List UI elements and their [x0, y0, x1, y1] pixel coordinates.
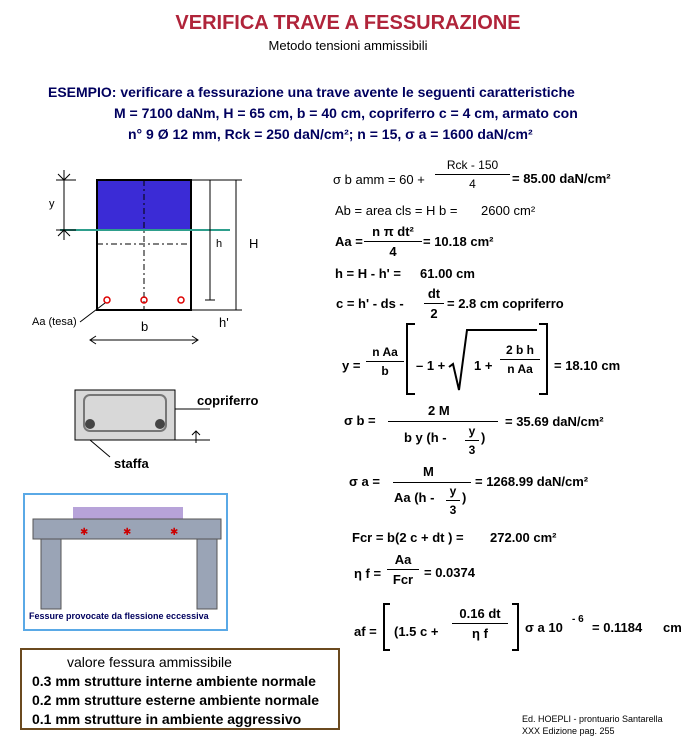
sigma-a-den-fraction	[446, 484, 460, 517]
page-title: VERIFICA TRAVE A FESSURAZIONE	[175, 12, 521, 34]
sigma-b-amm-lhs: σ b amm = 60 +	[333, 172, 425, 187]
fraction-num: n π dt²	[372, 224, 414, 239]
fraction-den: Fcr	[392, 572, 414, 587]
fcr-result: 272.00 cm²	[490, 530, 557, 545]
b-label: b	[141, 319, 149, 334]
rebar	[104, 297, 110, 303]
sigma-b-lhs: σ b =	[344, 413, 376, 428]
af-lhs: af =	[354, 624, 377, 639]
fraction-den: η f	[472, 626, 488, 641]
h-result: 61.00 cm	[420, 266, 475, 281]
svg-text:✱: ✱	[123, 527, 132, 538]
y-fraction-2	[500, 343, 540, 376]
copriferro-label: copriferro	[197, 393, 259, 408]
sigma-b-amm-result: = 85.00 daN/cm²	[512, 171, 611, 186]
intro-line-3: n° 9 Ø 12 mm, Rck = 250 daN/cm²; n = 15, σ a = 1600 daN/cm²	[128, 126, 533, 142]
c-lhs: c = h' - ds -	[336, 296, 404, 311]
staffa-label: staffa	[114, 456, 149, 471]
eta-f-lhs: η f =	[354, 566, 382, 581]
af-unit: cm	[663, 620, 682, 635]
credit-line-1: Ed. HOEPLI - prontuario Santarella	[522, 714, 663, 724]
sigma-b-den-close: )	[481, 430, 486, 445]
eta-f-fraction	[387, 552, 419, 587]
rebar-detail	[85, 419, 95, 429]
c-fraction	[424, 286, 444, 321]
beam-bottom	[75, 390, 175, 440]
fraction-num: y	[449, 484, 457, 498]
fraction-den: 3	[449, 503, 457, 517]
rebar	[178, 297, 184, 303]
hprime-label: h'	[219, 315, 229, 330]
fcr-lhs: Fcr = b(2 c + dt ) =	[352, 530, 464, 545]
sigma-a-num: M	[423, 464, 434, 479]
credit-line-2: XXX Edizione pag. 255	[522, 726, 615, 736]
sigma-a-fraction-line	[393, 482, 471, 483]
legend-title: valore fessura ammissibile	[67, 654, 232, 670]
load-block	[73, 507, 183, 519]
aa-fraction	[364, 224, 422, 259]
y-label: y	[49, 198, 55, 210]
sigma-b-den: b y (h -	[404, 430, 447, 445]
y-lhs: y =	[342, 358, 361, 373]
sigma-a-den-close: )	[462, 490, 467, 505]
column-right	[197, 539, 217, 609]
sigma-a-lhs: σ a =	[349, 474, 380, 489]
sigma-b-fraction-line	[388, 421, 498, 422]
fraction-den: 3	[468, 443, 476, 457]
af-exponent: - 6	[572, 614, 584, 625]
fraction-num: dt	[427, 286, 441, 301]
legend-row-1: 0.3 mm strutture interne ambiente normale	[32, 673, 316, 689]
ab-result: 2600 cm²	[481, 203, 536, 218]
sigma-b-result: = 35.69 daN/cm²	[505, 414, 604, 429]
rebar-detail	[155, 419, 165, 429]
fraction-den: b	[381, 364, 389, 378]
sigma-b-amm-fraction	[435, 158, 510, 191]
intro-line-1: ESEMPIO: verificare a fessurazione una trave avente le seguenti caratteristiche	[48, 84, 575, 100]
aa-tesa-label: Aa (tesa)	[32, 316, 77, 328]
sigma-a-den: Aa (h -	[394, 490, 435, 505]
c-result: = 2.8 cm copriferro	[447, 296, 564, 311]
fraction-den: 2	[430, 306, 438, 321]
sigma-b-num: 2 M	[428, 403, 450, 418]
svg-text:✱: ✱	[80, 527, 89, 538]
af-fraction	[452, 606, 508, 641]
y-mid-2: 1 +	[474, 358, 493, 373]
fraction-num: n Aa	[372, 345, 398, 359]
y-result: = 18.10 cm	[554, 358, 621, 373]
column-left	[41, 539, 61, 609]
intro-line-2: M = 7100 daNm, H = 65 cm, b = 40 cm, copriferro c = 4 cm, armato con	[114, 105, 578, 121]
af-part-1: (1.5 c +	[394, 624, 439, 639]
fraction-den: n Aa	[507, 362, 533, 376]
photo-caption: Fessure provocate da flessione eccessiva	[29, 611, 209, 621]
y-mid-1: – 1 +	[416, 358, 446, 373]
aa-lhs: Aa =	[335, 234, 363, 249]
fraction-num: 0.16 dt	[459, 606, 501, 621]
frame-drawing	[25, 495, 226, 629]
fraction-num: 2 b h	[505, 343, 534, 357]
fraction-den: 4	[469, 177, 476, 191]
eta-f-result: = 0.0374	[424, 565, 475, 580]
svg-text:✱: ✱	[170, 527, 179, 538]
fraction-den: 4	[389, 244, 397, 259]
legend-row-3: 0.1 mm strutture in ambiente aggressivo	[32, 711, 302, 727]
h-label: h	[216, 238, 223, 250]
aa-result: = 10.18 cm²	[423, 234, 494, 249]
fraction-num: Aa	[394, 552, 412, 567]
beam-section-diagram	[20, 160, 280, 360]
H-label: H	[249, 236, 259, 251]
fraction-num: Rck - 150	[446, 158, 499, 172]
fraction-num: y	[468, 424, 476, 438]
y-fraction-1	[366, 345, 404, 378]
page-subtitle: Metodo tensioni ammissibili	[268, 38, 428, 53]
sigma-a-result: = 1268.99 daN/cm²	[475, 474, 589, 489]
crack-illustration	[23, 493, 228, 631]
sigma-b-den-fraction	[465, 424, 479, 457]
ab-formula: Ab = area cls = H b =	[335, 203, 458, 218]
h-lhs: h = H - h' =	[335, 266, 401, 281]
af-part-2: σ a 10	[525, 620, 563, 635]
legend-row-2: 0.2 mm strutture esterne ambiente normale	[32, 692, 320, 708]
crack-limit-box	[20, 648, 340, 730]
af-result: = 0.1184	[592, 620, 643, 635]
